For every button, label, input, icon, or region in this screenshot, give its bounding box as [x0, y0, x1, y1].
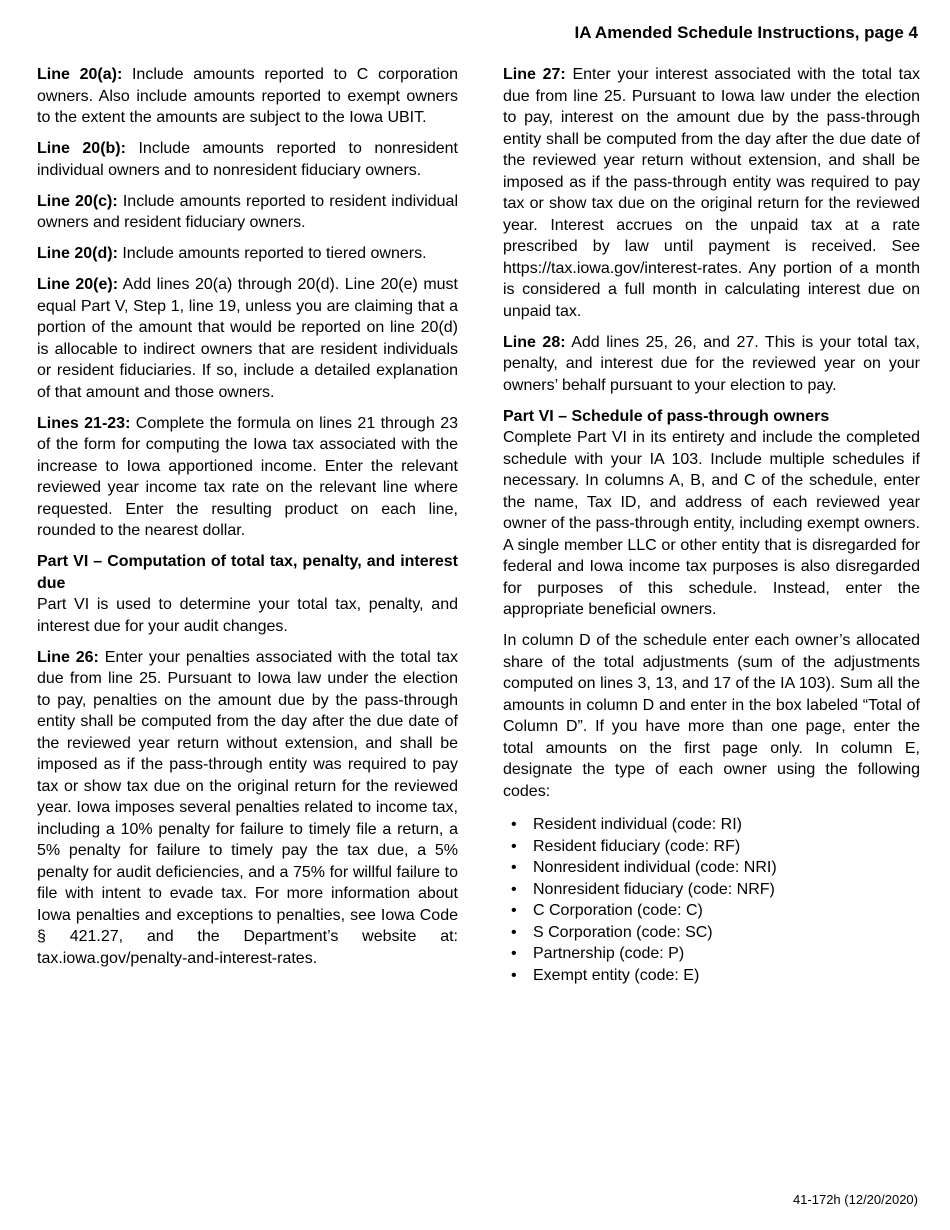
page-header-title: IA Amended Schedule Instructions, page 4: [574, 23, 918, 42]
list-item-exempt-entity: [503, 965, 920, 987]
paragraph-lead: Line 28:: [503, 333, 566, 351]
list-item-text: Partnership (code: P): [533, 945, 685, 962]
list-item-resident-fiduciary: [503, 836, 920, 858]
owner-code-list: [503, 814, 920, 986]
paragraph-lead: Line 20(d):: [37, 245, 118, 262]
paragraph-lead: Line 20(a):: [37, 66, 123, 83]
right-column: [503, 64, 920, 986]
two-column-layout: [37, 64, 921, 986]
paragraph-line-20c: [37, 191, 458, 234]
paragraph-lines-21-23: [37, 413, 458, 542]
list-item-partnership: [503, 943, 920, 965]
paragraph-body: Include amounts reported to nonresident individual owners and to nonresident fiduciary owners.: [37, 140, 459, 179]
paragraph-body: Enter your interest associated with the total tax due from line 25. Pursuant to Iowa law under the election to pay, interest on the amount due by the pass-through entity shall be computed from the day after the due date of the reviewed year return without extension, and shall be imposed as if the pass-through entity was required to pay tax or show tax due on the original return for the reviewed year. Interest accrues on the unpaid tax at a rate prescribed by law until payment is received. See https://tax.iowa.gov/interest-rates. Any portion of a month is considered a full month in calculating interest due on unpaid tax.: [503, 66, 921, 320]
paragraph-lead: Lines 21-23:: [37, 414, 131, 432]
paragraph-lead: Line 27:: [503, 66, 566, 83]
paragraph-body: Include amounts reported to resident individual owners and resident fiduciary owners.: [37, 192, 459, 231]
paragraph-body: In column D of the schedule enter each owner’s allocated share of the total adjustments (sum of the adjustments computed on lines 3, 13, and 17 of the IA 103). Sum all the amounts in column D and enter in the box labeled “Total of Column D”. If you have more than one page, enter the total amounts on the first page only. In column E, designate the type of each owner using the following codes:: [503, 632, 920, 800]
paragraph-line-20e: [37, 274, 458, 403]
paragraph-line-20a: [37, 64, 458, 129]
list-item-text: C Corporation (code: C): [533, 902, 703, 919]
paragraph-lead: Line 20(b):: [37, 140, 126, 157]
section-part-vi-computation: [37, 551, 458, 637]
paragraph-line-27: [503, 64, 920, 322]
list-item-text: Exempt entity (code: E): [533, 966, 700, 984]
paragraph-body: Complete the formula on lines 21 through 23 of the form for computing the Iowa tax associated with the increase to Iowa apportioned income. Enter the relevant reviewed year income tax rate on the relevant line where requested. Enter the resulting product on each line, rounded to the nearest dollar.: [37, 414, 459, 539]
list-item-text: Nonresident individual (code: NRI): [533, 859, 777, 876]
left-column: [37, 64, 458, 986]
section-heading: Part VI – Schedule of pass-through owners: [503, 407, 830, 425]
paragraph-lead: Line 20(e):: [37, 276, 119, 293]
paragraph-body: Add lines 20(a) through 20(d). Line 20(e) must equal Part V, Step 1, line 19, unless you are claiming that a portion of the amount that would be reported on line 20(d) is allocable to indirect owners that are resident individuals or resident fiduciaries. If so, include a detailed explanation of that amount and those owners.: [37, 276, 459, 401]
list-item-nonresident-fiduciary: [503, 879, 920, 901]
paragraph-body: Part VI is used to determine your total tax, penalty, and interest due for your audit changes.: [37, 596, 458, 635]
section-heading: Part VI – Computation of total tax, penalty, and interest due: [37, 553, 458, 592]
paragraph-column-d: [503, 630, 920, 802]
paragraph-line-20d: [37, 243, 458, 265]
paragraph-line-28: [503, 332, 920, 397]
paragraph-lead: Line 20(c):: [37, 192, 118, 210]
page-footer-form-id: 41-172h (12/20/2020): [792, 1192, 918, 1207]
paragraph-body: Include amounts reported to tiered owners.: [122, 245, 427, 262]
paragraph-body: Enter your penalties associated with the total tax due from line 25. Pursuant to Iowa law under the election to pay, penalties on the amount due by the pass-through entity shall be computed from the day after the due date of the reviewed year return without extension, and shall be imposed as if the pass-through entity was required to pay tax or show tax due on the original return for the reviewed year. Iowa imposes several penalties related to income tax, including a 10% penalty for failure to timely file a return, a 5% penalty for failure to timely pay the tax due, a 5% penalty for audit deficiencies, and a 75% for willful failure to file with intent to evade tax. For more information about Iowa penalties and exceptions to penalties, see Iowa Code § 421.27, and the Department’s website at: tax.iowa.gov/penalty-and-interest-rates.: [37, 648, 458, 967]
paragraph-lead: Line 26:: [37, 648, 99, 666]
list-item-c-corporation: [503, 900, 920, 922]
list-item-resident-individual: [503, 814, 920, 836]
list-item-s-corporation: [503, 922, 920, 944]
paragraph-body: Complete Part VI in its entirety and include the completed schedule with your IA 103. Include multiple schedules if necessary. In columns A, B, and C of the schedule, enter the name, Tax ID, and address of each reviewed year owner of the pass-through entity, including exempt owners. A single member LLC or other entity that is disregarded for federal and Iowa income tax purposes is also disregarded for purposes of this schedule. Instead, enter the appropriate beneficial owners.: [503, 429, 920, 618]
list-item-text: Resident individual (code: RI): [533, 816, 742, 833]
list-item-text: S Corporation (code: SC): [533, 923, 713, 941]
list-item-nonresident-individual: [503, 857, 920, 879]
paragraph-body: Include amounts reported to C corporation owners. Also include amounts reported to exempt owners to the extent the amounts are subject to the Iowa UBIT.: [37, 66, 458, 126]
paragraph-line-26: [37, 647, 458, 970]
paragraph-line-20b: [37, 138, 458, 181]
paragraph-body: Add lines 25, 26, and 27. This is your total tax, penalty, and interest due for the reviewed year on your owners’ behalf pursuant to your election to pay.: [503, 333, 921, 394]
list-item-text: Nonresident fiduciary (code: NRF): [533, 880, 775, 898]
section-part-vi-schedule: [503, 406, 920, 621]
list-item-text: Resident fiduciary (code: RF): [533, 837, 741, 855]
